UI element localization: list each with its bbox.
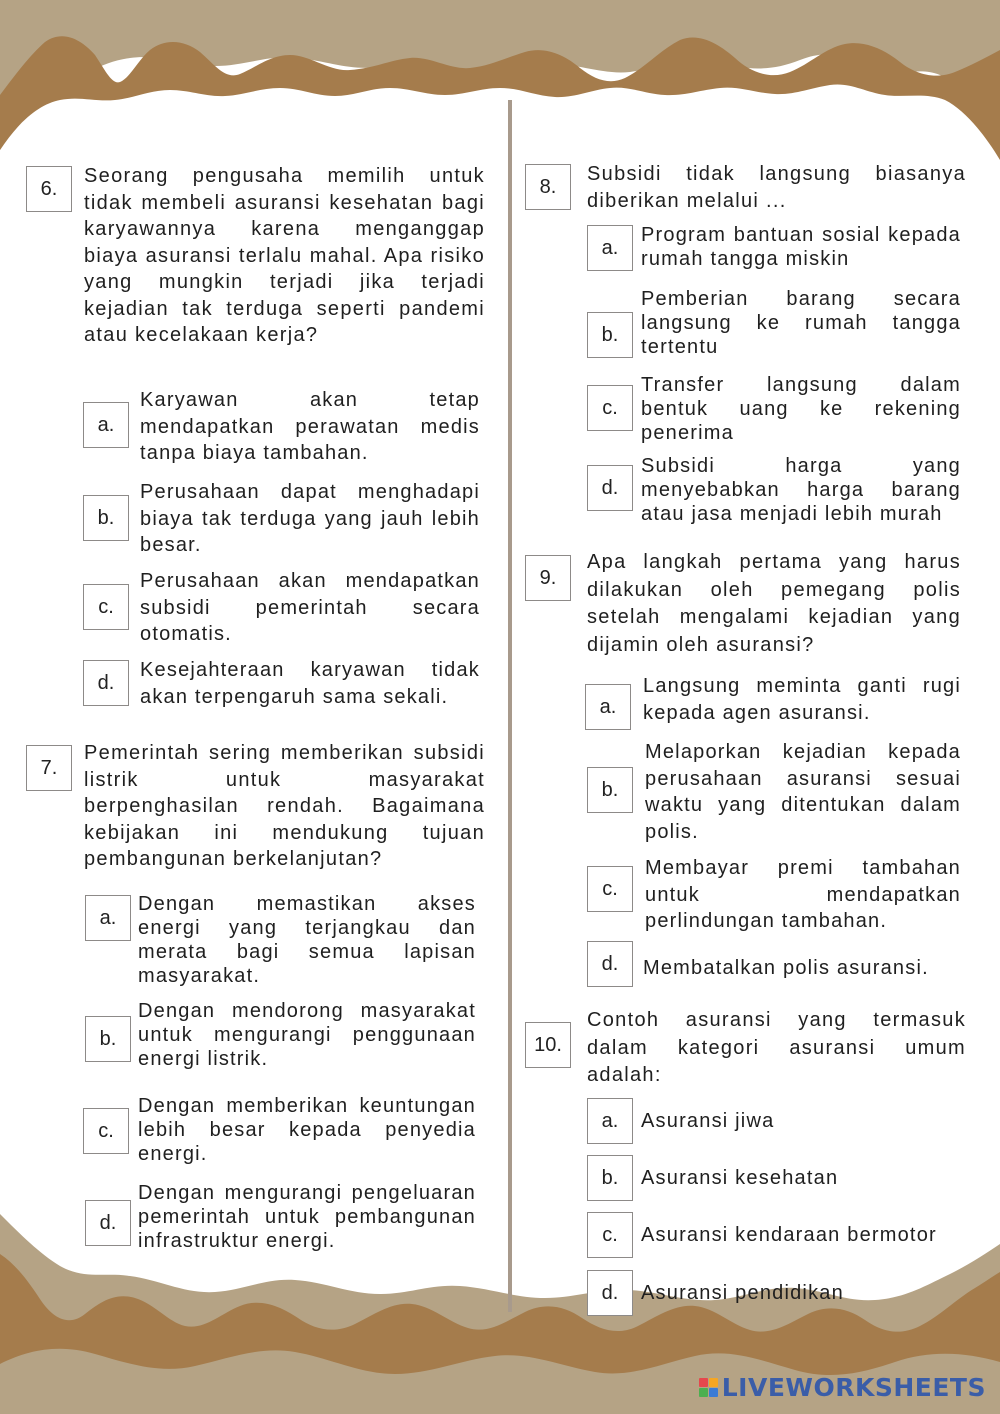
option-a-box[interactable]: [585, 684, 631, 730]
option-c-text: Perusahaan akan mendapatkan subsidi pemerintah secara otomatis.: [140, 570, 480, 645]
option-b-text: Pemberian barang secara langsung ke rumah tangga tertentu: [641, 288, 961, 358]
option-c-text: Transfer langsung dalam bentuk uang ke rekening penerima: [641, 374, 961, 444]
question-number: 6.: [40, 177, 58, 200]
option-d-text: Subsidi harga yang menyebabkan harga barang atau jasa menjadi lebih murah: [641, 455, 961, 525]
question-text: Subsidi tidak langsung biasanya diberikan melalui ...: [587, 163, 966, 212]
option-label: d.: [601, 1281, 619, 1304]
option-label: b.: [601, 323, 619, 346]
option-a-text: Langsung meminta ganti rugi kepada agen asuransi.: [643, 675, 961, 724]
question-number: 8.: [539, 175, 557, 198]
question-number: 7.: [40, 756, 58, 779]
question-number-box: [26, 166, 72, 212]
option-label: c.: [98, 1119, 114, 1142]
option-a-text: Karyawan akan tetap mendapatkan perawatan medis tanpa biaya tambahan.: [140, 389, 480, 464]
option-label: b.: [99, 1027, 117, 1050]
option-a-text: Program bantuan sosial kepada rumah tangga miskin: [641, 224, 961, 270]
option-c-box[interactable]: [587, 385, 633, 431]
option-d-text: Kesejahteraan karyawan tidak akan terpengaruh sama sekali.: [140, 659, 480, 708]
option-a-box[interactable]: [85, 895, 131, 941]
question-text: Apa langkah pertama yang harus dilakukan oleh pemegang polis setelah mengalami kejadian yang dijamin oleh asuransi?: [587, 551, 961, 656]
question-text: Contoh asuransi yang termasuk dalam kategori asuransi umum adalah:: [587, 1009, 966, 1086]
option-a-box[interactable]: [83, 402, 129, 448]
option-d-box[interactable]: [587, 941, 633, 987]
liveworksheets-brand[interactable]: [699, 1372, 986, 1402]
option-label: c.: [602, 1223, 618, 1246]
option-d-box[interactable]: [587, 465, 633, 511]
option-label: a.: [99, 906, 117, 929]
option-c-box[interactable]: [83, 1108, 129, 1154]
option-d-text: Dengan mengurangi pengeluaran pemerintah untuk pembangunan infrastruktur energi.: [138, 1182, 476, 1252]
question-number-box: [525, 555, 571, 601]
option-label: b.: [601, 778, 619, 801]
question-text: Seorang pengusaha memilih untuk tidak membeli asuransi kesehatan bagi karyawannya karena menganggap biaya asuransi terlalu mahal. Apa risiko yang mungkin terjadi jika terjadi kejadian tak terduga seperti pandemi atau kecelakaan kerja?: [84, 165, 485, 346]
option-label: c.: [602, 396, 618, 419]
option-label: c.: [98, 595, 114, 618]
option-d-box[interactable]: [85, 1200, 131, 1246]
option-label: a.: [97, 413, 115, 436]
option-d-box[interactable]: [587, 1270, 633, 1316]
question-number: 9.: [539, 566, 557, 589]
option-label: d.: [601, 476, 619, 499]
option-b-box[interactable]: [587, 767, 633, 813]
option-label: a.: [601, 236, 619, 259]
question-number-box: [525, 1022, 571, 1068]
question-text: Pemerintah sering memberikan subsidi listrik untuk masyarakat berpenghasilan rendah. Bagaimana kebijakan ini mendukung tujuan pembangunan berkelanjutan?: [84, 742, 485, 870]
option-c-box[interactable]: [83, 584, 129, 630]
option-b-box[interactable]: [587, 1155, 633, 1201]
option-a-text: Dengan memastikan akses energi yang terjangkau dan merata bagi semua lapisan masyarakat.: [138, 893, 476, 987]
option-b-text: Perusahaan dapat menghadapi biaya tak terduga yang jauh lebih besar.: [140, 481, 480, 556]
question-number-box: [525, 164, 571, 210]
option-b-box[interactable]: [587, 312, 633, 358]
option-b-text: Melaporkan kejadian kepada perusahaan asuransi sesuai waktu yang ditentukan dalam polis.: [645, 741, 961, 843]
question-number-box: [26, 745, 72, 791]
option-d-text: Asuransi pendidikan: [641, 1282, 844, 1304]
column-divider: [508, 100, 512, 1312]
option-c-box[interactable]: [587, 1212, 633, 1258]
option-d-box[interactable]: [83, 660, 129, 706]
option-label: c.: [602, 877, 618, 900]
option-a-box[interactable]: [587, 225, 633, 271]
option-c-text: Asuransi kendaraan bermotor: [641, 1224, 937, 1246]
option-label: b.: [601, 1166, 619, 1189]
option-label: d.: [601, 952, 619, 975]
option-label: a.: [599, 695, 617, 718]
option-label: d.: [99, 1211, 117, 1234]
option-b-text: Asuransi kesehatan: [641, 1167, 839, 1189]
question-number: 10.: [534, 1033, 562, 1056]
option-b-box[interactable]: [85, 1016, 131, 1062]
option-a-box[interactable]: [587, 1098, 633, 1144]
option-c-text: Membayar premi tambahan untuk mendapatkan perlindungan tambahan.: [645, 857, 961, 932]
option-label: a.: [601, 1109, 619, 1132]
option-c-box[interactable]: [587, 866, 633, 912]
liveworksheets-logo-icon: [699, 1378, 718, 1397]
option-label: d.: [97, 671, 115, 694]
option-b-box[interactable]: [83, 495, 129, 541]
option-d-text: Membatalkan polis asuransi.: [643, 957, 929, 979]
option-c-text: Dengan memberikan keuntungan lebih besar kepada penyedia energi.: [138, 1095, 476, 1165]
option-b-text: Dengan mendorong masyarakat untuk mengurangi penggunaan energi listrik.: [138, 1000, 476, 1070]
option-label: b.: [97, 506, 115, 529]
brand-text: LIVEWORKSHEETS: [721, 1372, 986, 1402]
option-a-text: Asuransi jiwa: [641, 1110, 775, 1132]
